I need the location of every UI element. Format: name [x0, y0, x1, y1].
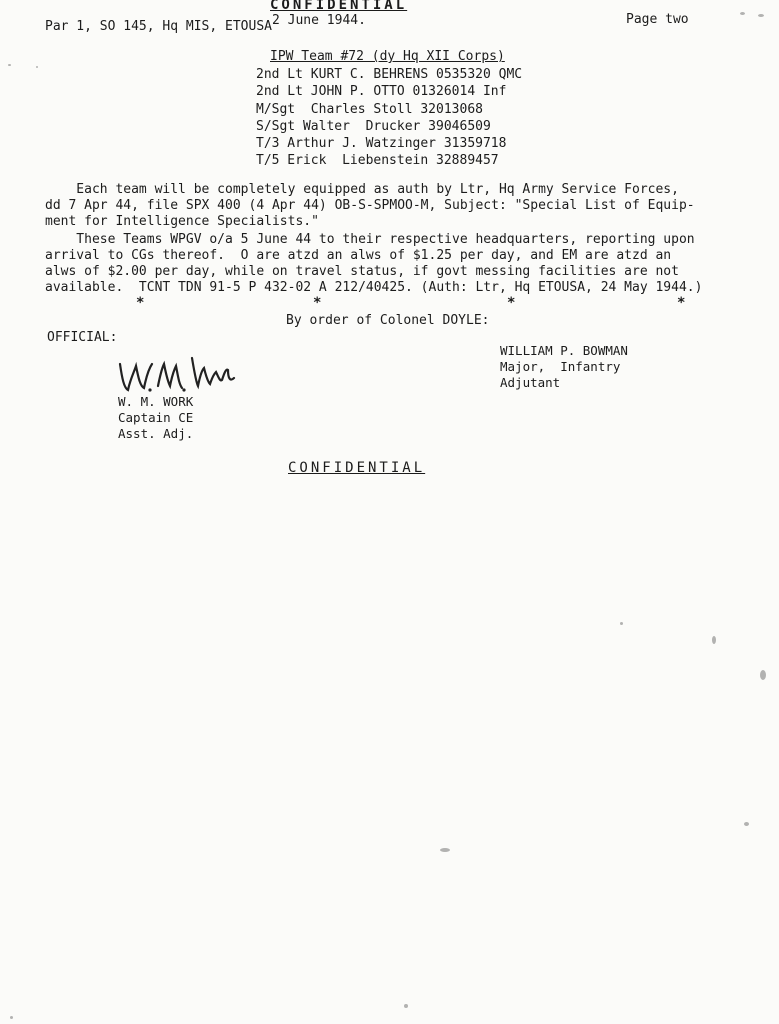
scan-speck — [744, 822, 749, 826]
equipment-paragraph-line: Each team will be completely equipped as auth by Ltr, Hq Army Service Forces, — [45, 182, 679, 197]
signer-name: WILLIAM P. BOWMAN — [500, 343, 628, 358]
bottom-classification-marking: CONFIDENTIAL — [288, 460, 426, 476]
scan-speck — [8, 64, 11, 66]
page-number: Page two — [626, 12, 689, 27]
official-label: OFFICIAL: — [47, 330, 118, 345]
asterisk: * — [507, 295, 516, 311]
roster-entry: 2nd Lt JOHN P. OTTO 01326014 Inf — [256, 84, 507, 100]
handwritten-signature — [112, 350, 242, 398]
signer-title: Adjutant — [500, 375, 561, 390]
order-reference: Par 1, SO 145, Hq MIS, ETOUSA — [45, 19, 272, 34]
asterisk: * — [313, 295, 322, 311]
scan-speck — [36, 66, 38, 68]
scan-speck — [620, 622, 623, 625]
scan-speck — [10, 1016, 13, 1019]
signer-rank: Major, Infantry — [500, 359, 621, 374]
travel-paragraph-line: arrival to CGs thereof. O are atzd an alws of $1.25 per day, and EM are atzd an — [45, 248, 672, 263]
order-date: 2 June 1944. — [272, 13, 366, 28]
order-line: By order of Colonel DOYLE: — [286, 313, 490, 328]
roster-entry: T/5 Erick Liebenstein 32889457 — [256, 153, 499, 169]
signer-title: Asst. Adj. — [118, 426, 194, 441]
assistant-signature-block — [118, 394, 193, 442]
asterisk: * — [677, 295, 686, 311]
scan-speck — [712, 636, 716, 644]
travel-paragraph-line: These Teams WPGV o/a 5 June 44 to their respective headquarters, reporting upon — [45, 232, 695, 247]
equipment-paragraph-line: ment for Intelligence Specialists." — [45, 214, 319, 229]
asterisk: * — [136, 295, 145, 311]
travel-paragraph-line: available. TCNT TDN 91-5 P 432-02 A 212/40425. (Auth: Ltr, Hq ETOUSA, 24 May 1944.) — [45, 280, 703, 295]
equipment-paragraph-line: dd 7 Apr 44, file SPX 400 (4 Apr 44) OB-S-SPMOO-M, Subject: "Special List of Equip- — [45, 198, 695, 213]
asterisk-separator — [0, 295, 779, 313]
scan-speck — [740, 12, 745, 15]
roster-entry: 2nd Lt KURT C. BEHRENS 0535320 QMC — [256, 67, 523, 82]
team-roster — [256, 66, 522, 170]
adjutant-signature-block — [500, 343, 628, 391]
scan-speck — [440, 848, 450, 852]
scan-speck — [760, 670, 766, 680]
scan-speck — [758, 14, 764, 17]
roster-entry: M/Sgt Charles Stoll 32013068 — [256, 101, 483, 117]
signer-name: W. M. WORK — [118, 394, 194, 409]
scan-speck — [404, 1004, 408, 1008]
roster-entry: S/Sgt Walter Drucker 39046509 — [256, 118, 491, 134]
signer-rank: Captain CE — [118, 410, 194, 425]
top-classification-marking: CONFIDENTIAL — [270, 0, 408, 13]
travel-paragraph-line: alws of $2.00 per day, while on travel status, if govt messing facilities are not — [45, 264, 679, 279]
team-title: IPW Team #72 (dy Hq XII Corps) — [270, 49, 505, 64]
roster-entry: T/3 Arthur J. Watzinger 31359718 — [256, 136, 507, 152]
